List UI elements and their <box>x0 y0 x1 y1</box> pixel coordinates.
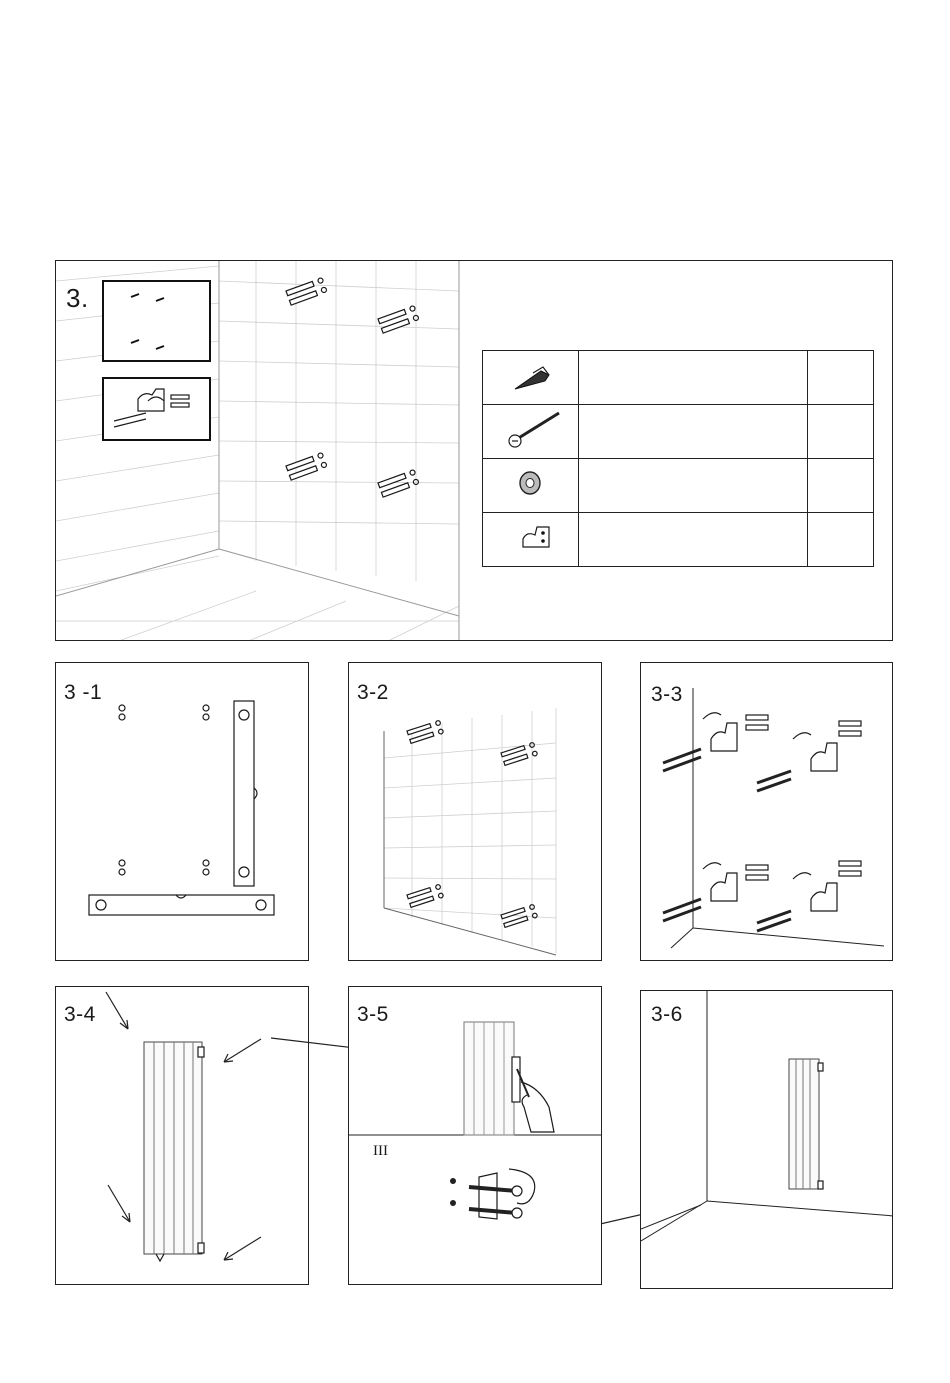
parts-table <box>482 350 874 567</box>
installed-radiator-illustration <box>641 991 893 1289</box>
step-panel-3-2 <box>348 662 602 961</box>
step-label: 3-4 <box>64 1003 96 1026</box>
drill-holes-illustration <box>349 663 602 961</box>
part-quantity <box>808 405 874 459</box>
screw-icon <box>483 405 578 453</box>
radiator-icon <box>144 1042 204 1261</box>
table-row <box>483 405 874 459</box>
step-panel-3-1 <box>55 662 309 961</box>
brackets-mounting-illustration <box>641 663 893 961</box>
step-label: 3 -1 <box>64 681 103 704</box>
part-quantity <box>808 459 874 513</box>
step-label: 3-2 <box>357 681 389 704</box>
part-icon-cell <box>483 459 579 513</box>
wall-plug-icon <box>483 351 578 399</box>
vertical-level-icon <box>234 701 254 886</box>
part-name <box>579 459 808 513</box>
bracket-assembly <box>450 1169 535 1219</box>
part-icon-cell <box>483 351 579 405</box>
main-step-label: 3. <box>66 283 89 313</box>
bracket-assembly <box>663 713 768 771</box>
radiator-icon <box>464 1022 520 1135</box>
part-name <box>579 513 808 567</box>
part-icon-cell <box>483 513 579 567</box>
radiator-illustration <box>56 987 309 1285</box>
radiator-icon <box>789 1059 823 1189</box>
step-panel-3-4 <box>55 986 309 1285</box>
level-illustration <box>56 663 309 961</box>
attach-bracket-illustration <box>349 987 602 1285</box>
step-panel-3-3 <box>640 662 893 961</box>
part-quantity <box>808 351 874 405</box>
wall-plug-cluster <box>378 305 419 333</box>
wall-plug-cluster <box>286 452 327 480</box>
detail-label: III <box>373 1143 388 1159</box>
table-row <box>483 459 874 513</box>
step-panel-3-5 <box>348 986 602 1285</box>
wall-plug-cluster <box>286 277 327 305</box>
bracket-assembly <box>757 721 861 791</box>
wall-plug-cluster <box>378 469 419 497</box>
table-row <box>483 351 874 405</box>
part-quantity <box>808 513 874 567</box>
part-name <box>579 351 808 405</box>
bracket-assembly <box>757 861 861 931</box>
bracket-assembly <box>663 863 768 921</box>
part-name <box>579 405 808 459</box>
step-label: 3-3 <box>651 683 683 706</box>
step-label: 3-5 <box>357 1003 389 1026</box>
table-row <box>483 513 874 567</box>
step-label: 3-6 <box>651 1003 683 1026</box>
bracket-icon <box>483 513 578 561</box>
washer-icon <box>483 459 578 507</box>
part-icon-cell <box>483 405 579 459</box>
step-panel-3-6 <box>640 990 893 1289</box>
